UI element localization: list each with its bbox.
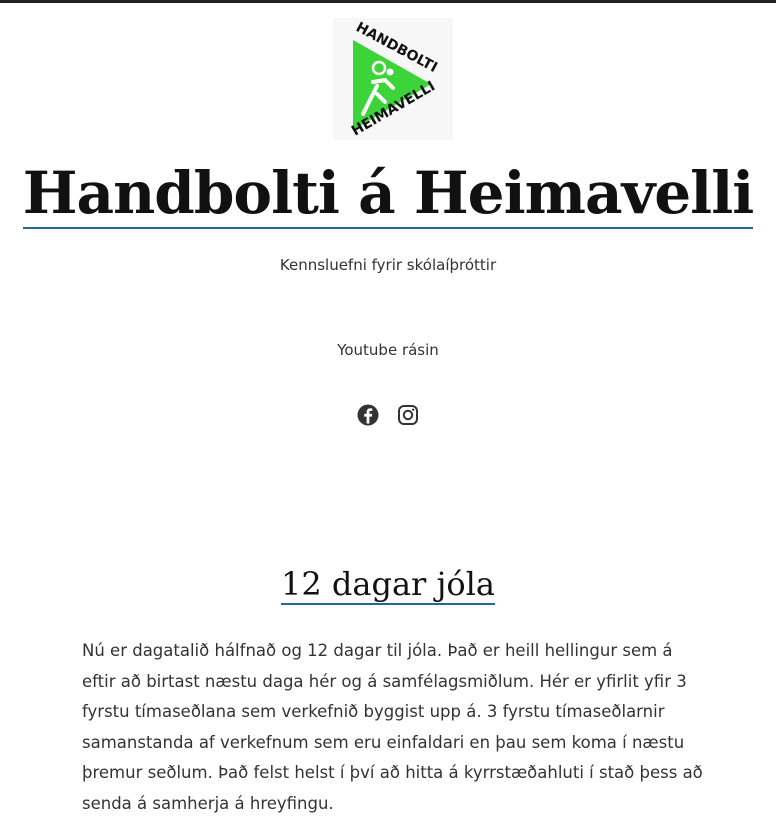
handbolti-logo-image <box>333 18 453 140</box>
site-tagline: Kennsluefni fyrir skólaíþróttir <box>279 256 497 274</box>
facebook-icon[interactable] <box>356 403 380 427</box>
site-title <box>0 160 776 227</box>
post-title <box>0 566 776 603</box>
nav-menu <box>0 341 776 359</box>
post-excerpt: Nú er dagatalið hálfnað og 12 dagar til jóla. Það er heill hellingur sem á eftir að birtast næstu daga hér og á samfélagsmiðlum. Hér er yfirlit yfir 3 fyrstu tímaseðlana sem verkefnið byggist upp á. 3 fyrstu tímaseðlarnir samanstanda af verkefnum sem eru einfaldari en þau sem koma í næstu þremur seðlum. Það felst helst í því að hitta á kyrrstæðahluti í stað þess að senda á samherja á hreyfingu. <box>82 641 703 813</box>
site-logo[interactable] <box>333 18 453 140</box>
top-border <box>0 0 776 3</box>
site-title-link[interactable]: Handbolti á Heimavelli <box>22 159 754 227</box>
post-title-link[interactable]: 12 dagar jóla <box>281 565 495 603</box>
social-links <box>0 403 776 427</box>
instagram-icon[interactable] <box>396 403 420 427</box>
logo-text-top: HANDBOLTI <box>353 19 440 77</box>
logo-text-bottom: HEIMAVELLI <box>348 78 438 140</box>
youtube-channel-link[interactable]: Youtube rásin <box>337 341 439 359</box>
